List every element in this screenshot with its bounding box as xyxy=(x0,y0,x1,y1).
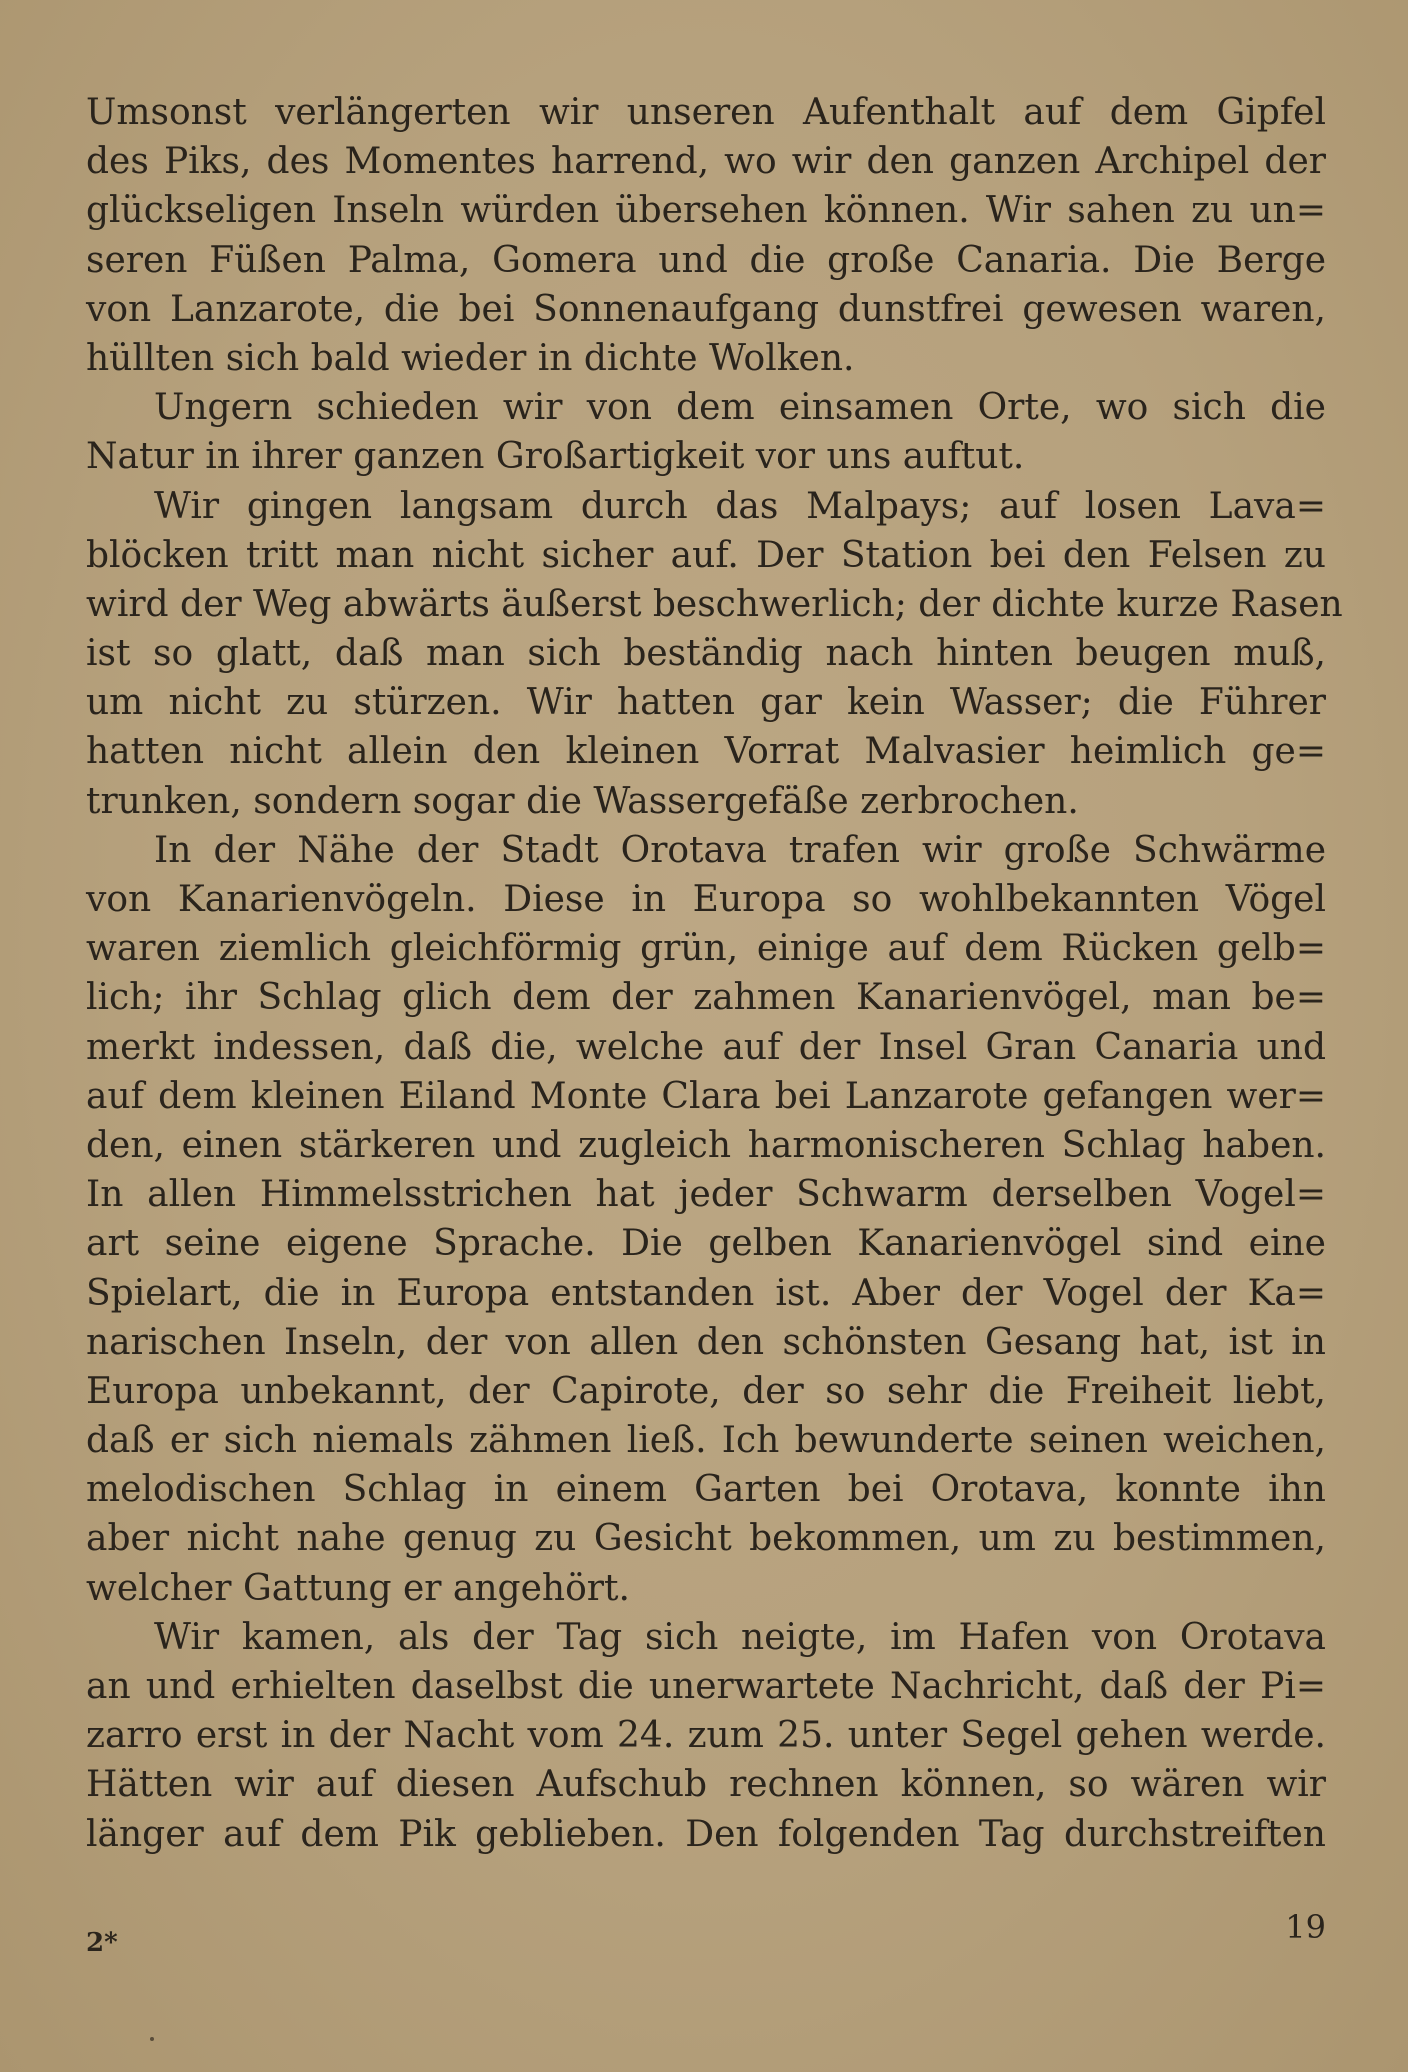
text-line: hatten nicht allein den kleinen Vorrat Malvasier heimlich ge= xyxy=(86,731,1326,773)
text-line: merkt indessen, daß die, welche auf der Insel Gran Canaria und xyxy=(86,1026,1326,1068)
text-line: Hätten wir auf diesen Aufschub rechnen können, so wären wir xyxy=(86,1764,1326,1806)
text-line: Umsonst verlängerten wir unseren Aufenthalt auf dem Gipfel xyxy=(86,92,1326,133)
text-line: Wir kamen, als der Tag sich neigte, im Hafen von Orotava xyxy=(154,1616,1326,1658)
text-line: von Lanzarote, die bei Sonnenaufgang dunstfrei gewesen waren, xyxy=(86,288,1326,330)
text-line: waren ziemlich gleichförmig grün, einige auf dem Rücken gelb= xyxy=(86,928,1326,970)
text-line: Natur in ihrer ganzen Großartigkeit vor uns auftut. xyxy=(86,436,1025,478)
text-line: von Kanarienvögeln. Diese in Europa so wohlbekannten Vögel xyxy=(86,879,1326,920)
signature-mark: 2* xyxy=(86,1928,118,1958)
text-line: hüllten sich bald wieder in dichte Wolken. xyxy=(86,337,855,379)
text-line: blöcken tritt man nicht sicher auf. Der Station bei den Felsen zu xyxy=(86,534,1326,576)
text-line: ist so glatt, daß man sich beständig nach hinten beugen muß, xyxy=(86,633,1326,675)
text-line: art seine eigene Sprache. Die gelben Kanarienvögel sind eine xyxy=(86,1223,1326,1265)
text-line: trunken, sondern sogar die Wassergefäße zerbrochen. xyxy=(86,780,1079,822)
page-number: 19 xyxy=(1285,1908,1326,1946)
text-line: länger auf dem Pik geblieben. Den folgenden Tag durchstreiften xyxy=(86,1813,1326,1855)
text-line: melodischen Schlag in einem Garten bei Orotava, konnte ihn xyxy=(86,1469,1326,1511)
text-line: narischen Inseln, der von allen den schönsten Gesang hat, ist in xyxy=(86,1321,1326,1363)
text-line: seren Füßen Palma, Gomera und die große Canaria. Die Berge xyxy=(86,239,1326,281)
text-line: auf dem kleinen Eiland Monte Clara bei Lanzarote gefangen wer= xyxy=(86,1075,1326,1117)
text-line: Spielart, die in Europa entstanden ist. Aber der Vogel der Ka= xyxy=(86,1272,1326,1314)
text-line: den, einen stärkeren und zugleich harmonischeren Schlag haben. xyxy=(86,1124,1326,1166)
text-line: wird der Weg abwärts äußerst beschwerlich; der dichte kurze Rasen xyxy=(86,583,1343,625)
text-line: lich; ihr Schlag glich dem der zahmen Kanarienvögel, man be= xyxy=(86,977,1326,1019)
text-line: Ungern schieden wir von dem einsamen Orte, wo sich die xyxy=(154,387,1326,429)
text-line: zarro erst in der Nacht vom 24. zum 25. unter Segel gehen werde. xyxy=(86,1715,1326,1757)
text-line: In allen Himmelsstrichen hat jeder Schwarm derselben Vogel= xyxy=(86,1174,1326,1216)
text-line: daß er sich niemals zähmen ließ. Ich bewunderte seinen weichen, xyxy=(86,1420,1326,1462)
paper-speck xyxy=(150,2037,154,2041)
text-line: Europa unbekannt, der Capirote, der so sehr die Freiheit liebt, xyxy=(86,1370,1326,1412)
text-line: Wir gingen langsam durch das Malpays; auf losen Lava= xyxy=(154,485,1326,527)
text-line: glückseligen Inseln würden übersehen können. Wir sahen zu un= xyxy=(86,190,1326,232)
text-line: des Piks, des Momentes harrend, wo wir den ganzen Archipel der xyxy=(86,141,1326,183)
body-text xyxy=(86,88,1343,1859)
text-line: welcher Gattung er angehört. xyxy=(86,1567,630,1609)
text-line: In der Nähe der Stadt Orotava trafen wir große Schwärme xyxy=(154,829,1326,871)
text-line: um nicht zu stürzen. Wir hatten gar kein Wasser; die Führer xyxy=(86,682,1326,724)
text-line: aber nicht nahe genug zu Gesicht bekommen, um zu bestimmen, xyxy=(86,1518,1326,1560)
text-line: an und erhielten daselbst die unerwartete Nachricht, daß der Pi= xyxy=(86,1666,1326,1707)
